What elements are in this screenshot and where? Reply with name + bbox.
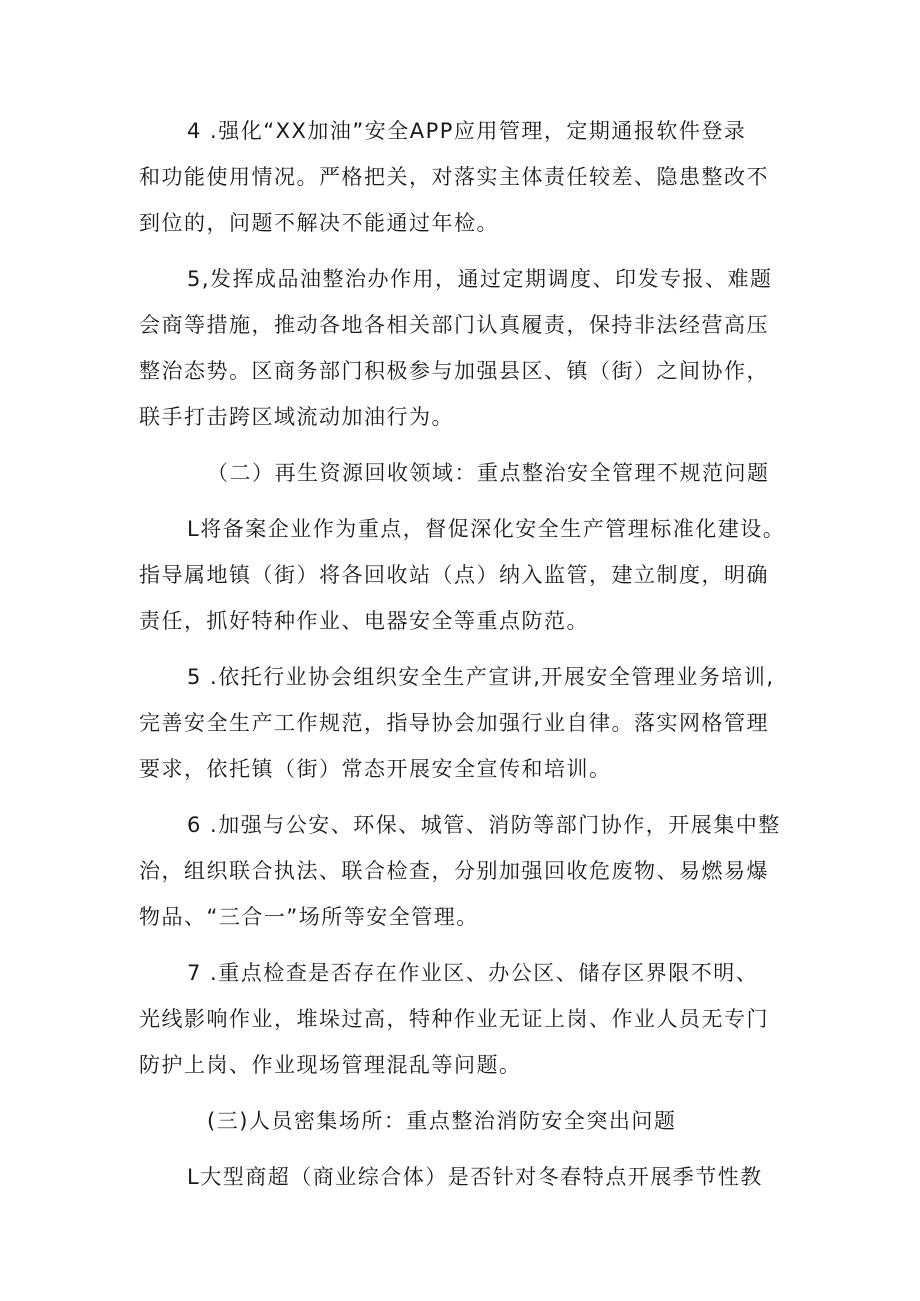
text-line: 防护上岗、作业现场管理混乱等问题。 (139, 1053, 522, 1077)
text-line: 和功能使用情况。严格把关，对落实主体责任较差、隐患整改不 (139, 165, 769, 189)
paragraph (139, 950, 787, 1088)
text-line: 4 .强化“XX加油”安全APP应用管理，定期通报软件登录 (187, 119, 747, 143)
paragraph (139, 802, 787, 940)
text-line: 完善安全生产工作规范，指导协会加强行业自律。落实网格管理 (139, 711, 769, 735)
text-line: 光线影响作业，堆垛过高，特种作业无证上岗、作业人员无专门 (139, 1007, 769, 1031)
text-line: (三)人员密集场所：重点整治消防安全突出问题 (207, 1109, 677, 1133)
text-line: 责任，抓好特种作业、电器安全等重点防范。 (139, 609, 589, 633)
text-line: L大型商超（商业综合体）是否针对冬春特点开展季节性教 (187, 1165, 763, 1189)
text-line: 6 .加强与公安、环保、城管、消防等部门协作，开展集中整 (187, 813, 781, 837)
document-body (139, 108, 787, 1210)
text-line: 5 .依托行业协会组织安全生产宣讲,开展安全管理业务培训, (187, 665, 775, 689)
section-heading (139, 1098, 787, 1144)
text-line: 会商等措施，推动各地各相关部门认真履责，保持非法经营高压 (139, 313, 769, 337)
text-line: 5,发挥成品油整治办作用，通过定期调度、印发专报、难题 (187, 267, 773, 291)
text-line: 指导属地镇（街）将各回收站（点）纳入监管，建立制度，明确 (139, 563, 769, 587)
text-line: （二）再生资源回收领域：重点整治安全管理不规范问题 (207, 461, 770, 485)
text-line: 治，组织联合执法、联合检查，分别加强回收危废物、易燃易爆 (139, 859, 769, 883)
text-line: 物品、“三合一”场所等安全管理。 (139, 905, 479, 929)
text-line: 要求，依托镇（街）常态开展安全宣传和培训。 (139, 757, 612, 781)
text-line: 到位的，问题不解决不能通过年检。 (139, 211, 499, 235)
text-line: 联手打击跨区域流动加油行为。 (139, 405, 454, 429)
text-line: L将备案企业作为重点，督促深化安全生产管理标准化建设。 (187, 517, 786, 541)
paragraph (139, 108, 787, 246)
paragraph (139, 256, 787, 440)
text-line: 整治态势。区商务部门积极参与加强县区、镇（街）之间协作， (139, 359, 769, 383)
paragraph (139, 654, 787, 792)
paragraph (139, 1154, 787, 1200)
paragraph (139, 506, 787, 644)
section-heading (139, 450, 787, 496)
text-line: 7 .重点检查是否存在作业区、办公区、储存区界限不明、 (187, 961, 759, 985)
